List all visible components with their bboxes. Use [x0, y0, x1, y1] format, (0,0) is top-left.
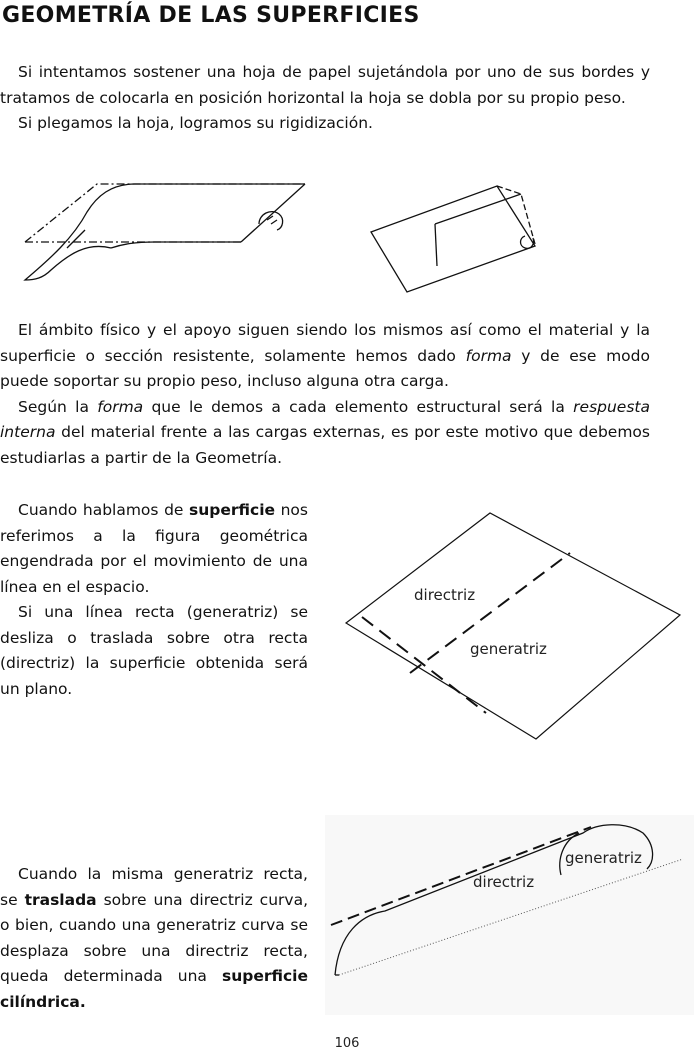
page-number: 106: [334, 1036, 360, 1051]
plane-paragraph: [0, 498, 308, 702]
page-title: GEOMETRÍA DE LAS SUPERFICIES: [2, 3, 420, 28]
bending-sheet-figure: [15, 170, 315, 290]
section2-p1-a: El ámbito físico y el apoyo siguen siendo los mismos así como el material y la superficie o sección resistente, solamente hemos dado: [0, 321, 650, 365]
section2-p1-b: y de ese modo puede soportar su propio peso, incluso alguna otra carga.: [0, 346, 650, 390]
cylinder-generatriz-label: generatriz: [565, 849, 642, 867]
plane-text-1: [0, 498, 308, 600]
sheet-fold-line: [67, 230, 85, 248]
intro-paragraph: [0, 60, 650, 137]
section2-paragraph: [0, 318, 650, 471]
cylinder-directriz-label: directriz: [473, 873, 535, 891]
plane-figure: [340, 505, 694, 745]
sheet-held-edge: [241, 184, 305, 242]
sheet-top-edge: [111, 242, 241, 248]
folded-sheet-figure: [365, 180, 555, 298]
plane-p1-b: nos referimos a la figura geométrica engendrada por el movimiento de una línea en el espacio.: [0, 501, 308, 596]
cylinder-p-strong1: traslada: [24, 890, 97, 909]
cylinder-p-b: sobre una directriz curva, o bien, cuando una generatriz curva se desplaza sobre una directriz recta, queda determinada una: [0, 890, 308, 985]
section2-p2-b: que le demos a cada elemento estructural será la: [143, 397, 574, 416]
plane-text-2: Si una línea recta (generatriz) se desliza o traslada sobre otra recta (directriz) la superficie obtenida será un plano.: [0, 603, 308, 698]
intro-text-2: Si plegamos la hoja, logramos su rigidización.: [18, 114, 373, 132]
section2-p1-em: forma: [465, 346, 512, 365]
sheet-horizontal-outline: [25, 184, 305, 242]
cylinder-paragraph: [0, 862, 308, 1015]
intro-text-1: Si intentamos sostener una hoja de papel sujetándola por uno de sus bordes y tratamos de colocarla en posición horizontal la hoja se dobla por su propio peso.: [0, 63, 650, 107]
section2-p2-a: Según la: [18, 397, 98, 416]
section2-p2-em1: forma: [97, 397, 144, 416]
cylinder-figure-background: [325, 815, 694, 1015]
directriz-line: [362, 617, 486, 713]
plane-outline: [346, 513, 680, 739]
section2-p2-em2: respuesta interna: [0, 397, 650, 441]
plane-p1-strong: superficie: [189, 501, 276, 519]
directriz-label: directriz: [414, 586, 476, 604]
section2-text-2: [0, 395, 650, 472]
hand-grip-icon-2: [521, 236, 534, 248]
cylinder-figure: [325, 815, 694, 1015]
plane-p1-a: Cuando hablamos de: [18, 501, 190, 519]
fold-ridge: [435, 194, 521, 224]
section2-p2-c: del material frente a las cargas externas, es por este motivo que debemos estudiarlas a partir de la Geometría.: [0, 423, 650, 467]
cylinder-p-strong2: superficie cilíndrica.: [0, 967, 308, 1011]
sheet-bending-curve: [25, 184, 305, 280]
folded-sheet-outline: [371, 186, 535, 292]
cylinder-text: [0, 862, 308, 1015]
fold-front-line: [435, 224, 437, 266]
generatriz-label: generatriz: [470, 640, 547, 658]
section2-text-1: [0, 318, 650, 395]
cylinder-p-a: Cuando la misma generatriz recta, se: [0, 865, 308, 909]
